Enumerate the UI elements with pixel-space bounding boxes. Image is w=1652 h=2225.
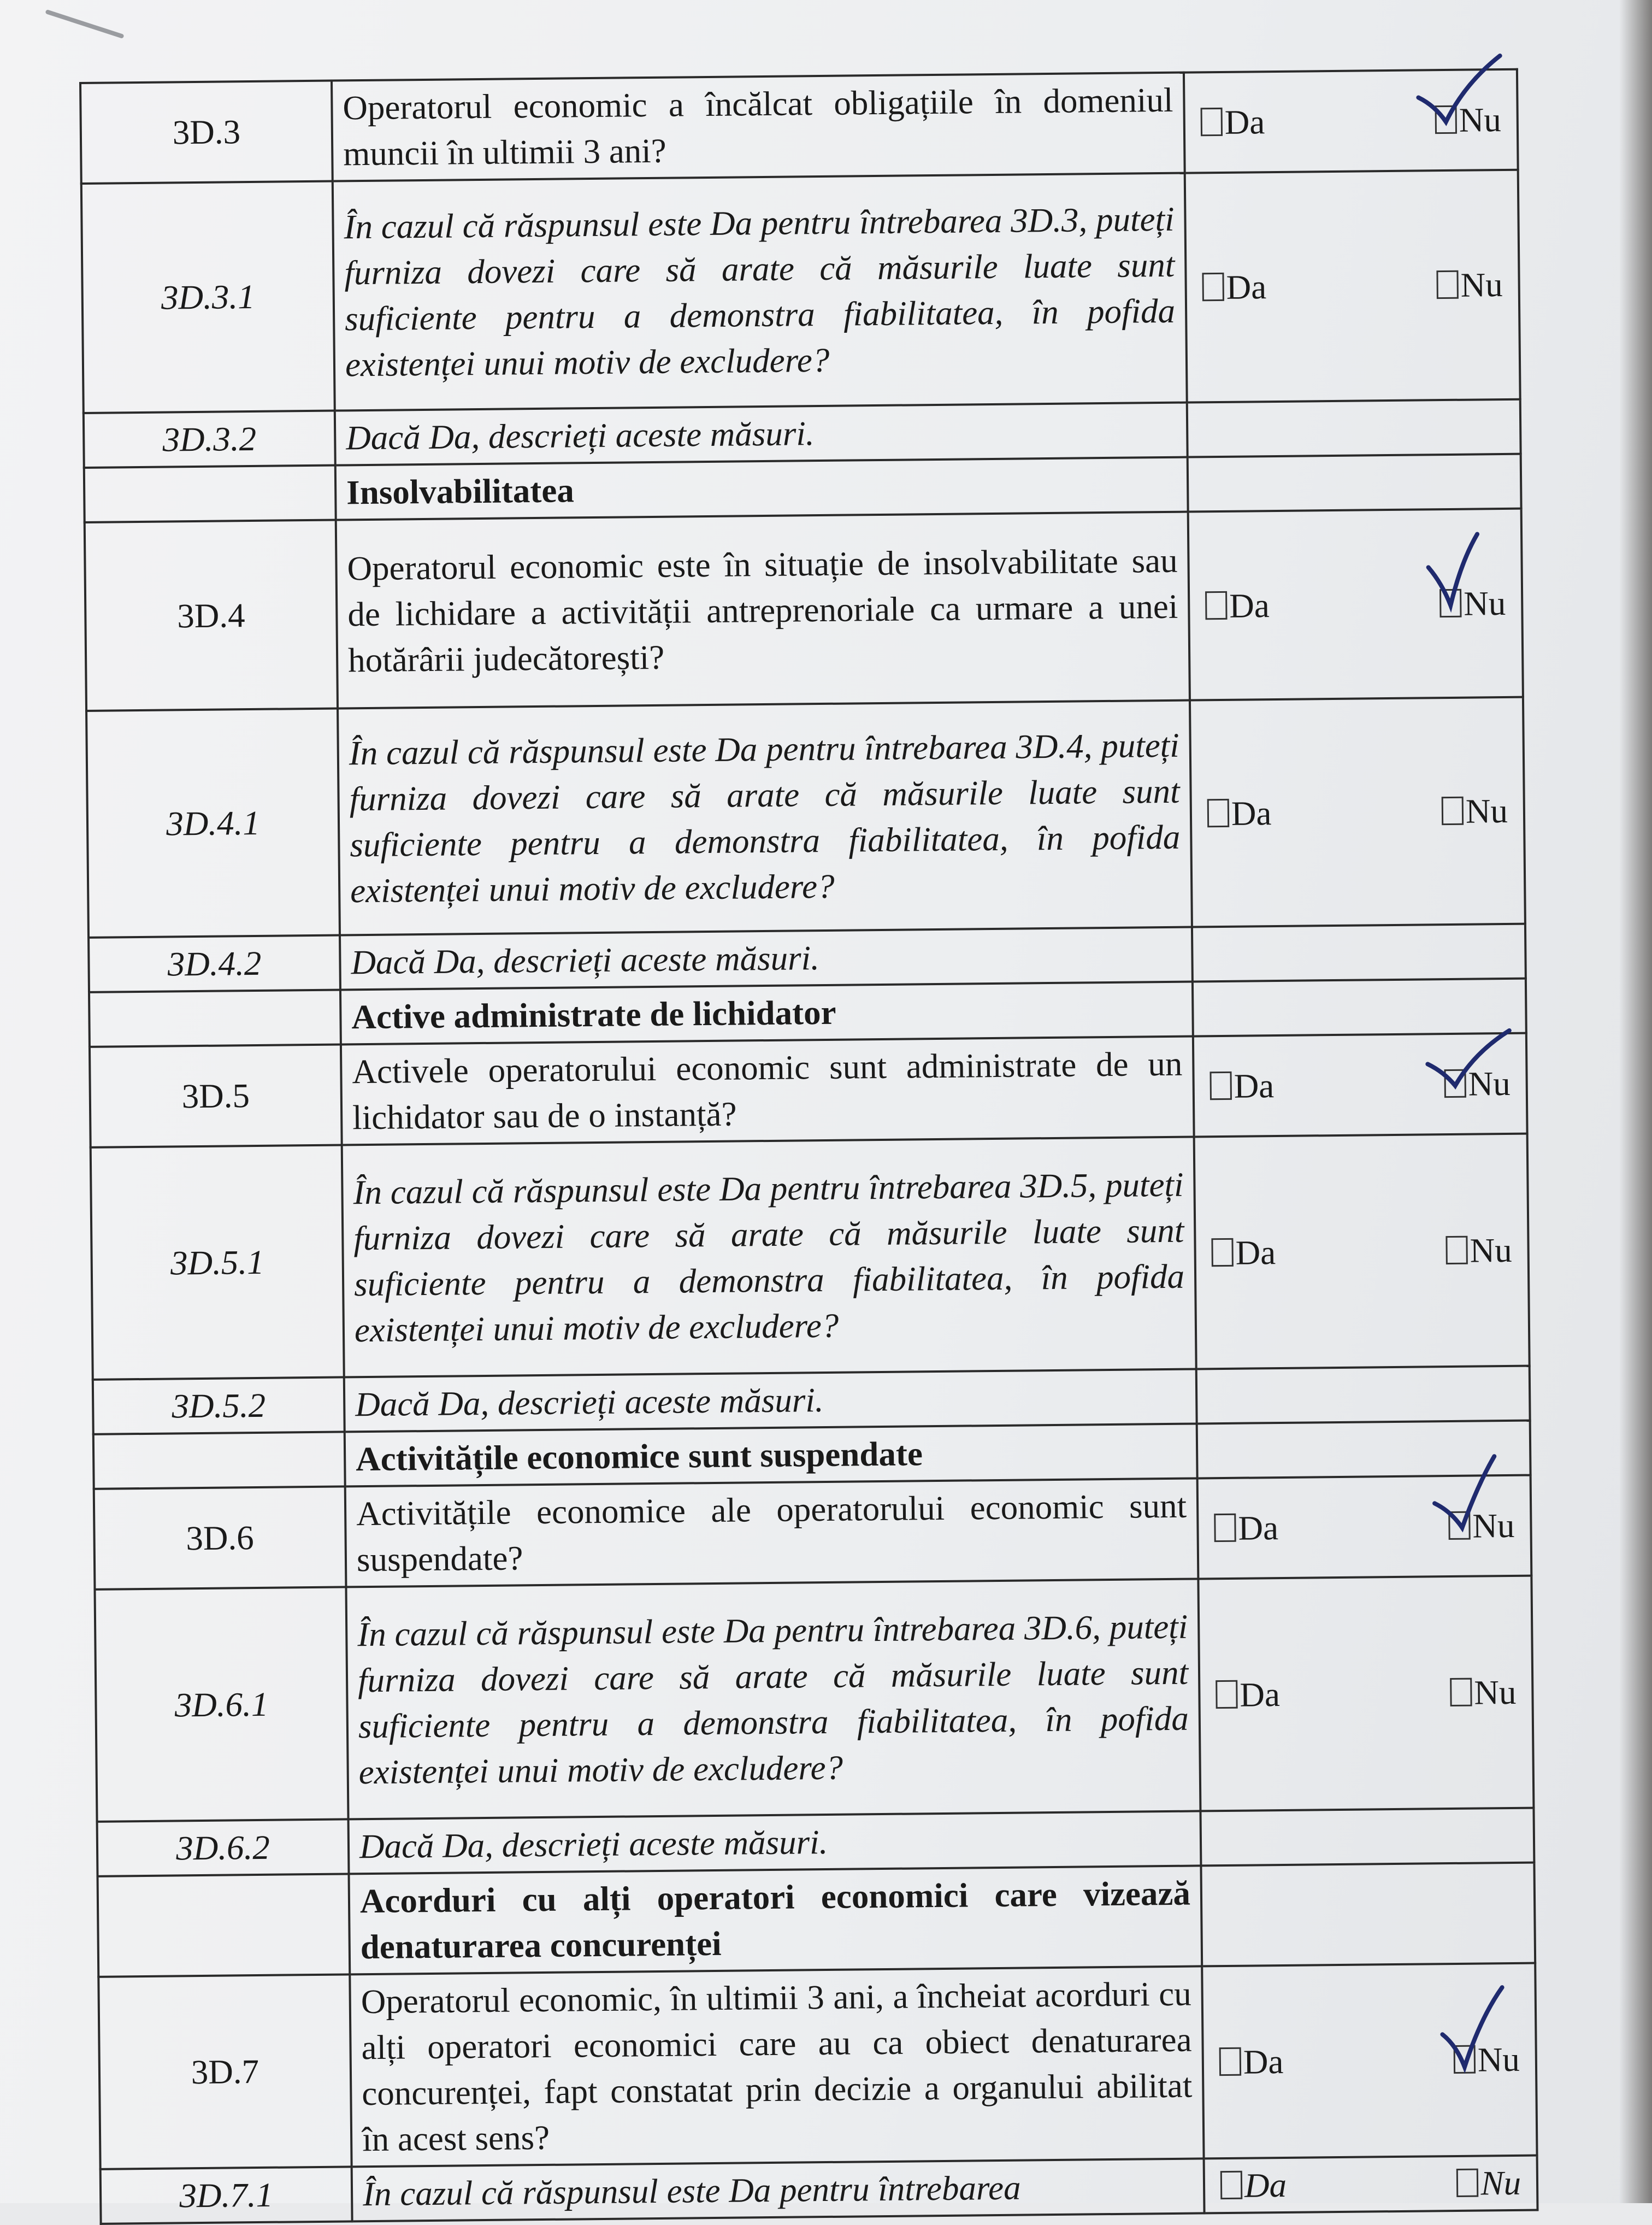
- answer-cell: [1201, 1863, 1535, 1967]
- table-row: [81, 170, 1520, 413]
- row-code: 3D.5: [90, 1044, 342, 1147]
- table-row: [90, 1033, 1527, 1147]
- row-code: 3D.5.2: [93, 1377, 345, 1434]
- checkbox-da[interactable]: [1210, 1072, 1231, 1100]
- answer-cell: [1193, 979, 1526, 1037]
- table-row: [86, 697, 1525, 938]
- answer-cell: [1202, 1963, 1537, 2159]
- question-text: Activele operatorului economic sunt administrate de un lichidator sau de o instanță?: [341, 1037, 1194, 1145]
- answer-cell: [1198, 1576, 1533, 1811]
- row-code: 3D.7.1: [101, 2167, 352, 2223]
- option-da[interactable]: Da: [1216, 1671, 1280, 1718]
- checkbox-da[interactable]: [1219, 2047, 1241, 2076]
- answer-cell: [1184, 69, 1518, 173]
- row-code: 3D.4.1: [86, 709, 340, 938]
- row-code: 3D.6.2: [97, 1819, 349, 1876]
- option-nu[interactable]: Nu: [1436, 262, 1503, 308]
- question-text: În cazul că răspunsul este Da pentru întrebarea 3D.5, puteți furniza dovezi care să arate că măsurile luate sunt suficiente pentru a demonstra fiabilitatea, în pofida existenței unui motiv de excludere?: [342, 1137, 1196, 1378]
- question-text: Operatorul economic, în ultimii 3 ani, a încheiat acorduri cu alți operatori economici care au ca obiect denaturarea concurenței, fapt constatat prin decizie a organului abilitat în acest sens?: [350, 1966, 1203, 2167]
- checkbox-da[interactable]: [1201, 108, 1223, 136]
- option-nu[interactable]: Nu: [1435, 97, 1501, 143]
- form-table: [79, 68, 1539, 2225]
- answer-cell: [1192, 924, 1526, 982]
- option-da[interactable]: Da: [1202, 264, 1266, 310]
- option-da[interactable]: Da: [1220, 2162, 1287, 2209]
- answer-cell: [1185, 170, 1520, 403]
- checkbox-da[interactable]: [1207, 798, 1229, 827]
- option-da[interactable]: Da: [1210, 1063, 1274, 1109]
- checkbox-nu[interactable]: [1439, 588, 1461, 617]
- option-nu[interactable]: Nu: [1444, 1061, 1511, 1107]
- question-text: Activitățile economice ale operatorului economic sunt suspendate?: [345, 1478, 1199, 1587]
- checkbox-da[interactable]: [1214, 1514, 1236, 1542]
- page-edge-shadow: [1619, 0, 1652, 2203]
- option-nu[interactable]: Nu: [1453, 2036, 1520, 2083]
- answer-cell: [1193, 1033, 1527, 1137]
- answer-cell: [1190, 697, 1525, 927]
- option-nu[interactable]: Nu: [1456, 2160, 1521, 2206]
- question-text: În cazul că răspunsul este Da pentru întrebarea 3D.4, puteți furniza dovezi care să arate că măsurile luate sunt suficiente pentru a demonstra fiabilitatea, în pofida existenței unui motiv de excludere?: [338, 701, 1192, 935]
- row-code: 3D.3.2: [84, 411, 335, 468]
- question-text: În cazul că răspunsul este Da pentru întrebarea: [352, 2158, 1205, 2221]
- answer-cell: [1188, 509, 1523, 701]
- option-da[interactable]: Da: [1205, 582, 1270, 629]
- table-row: [80, 69, 1518, 184]
- row-code: [84, 466, 336, 522]
- option-da[interactable]: Da: [1200, 99, 1265, 145]
- question-text: În cazul că răspunsul este Da pentru întrebarea 3D.6, puteți furniza dovezi care să arate că măsurile luate sunt suficiente pentru a demonstra fiabilitatea, în pofida existenței unui motiv de excludere?: [346, 1579, 1200, 1819]
- question-text: Operatorul economic este în situație de insolvabilitate sau de lichidare a activității antreprenoriale ca urmare a unei hotărârii judecătorești?: [336, 512, 1190, 709]
- section-title: Acorduri cu alți operatori economici care vizează denaturarea concurenței: [349, 1865, 1202, 1974]
- row-code: 3D.4.2: [88, 935, 340, 992]
- row-code: [89, 990, 341, 1046]
- table-row: [95, 1576, 1533, 1822]
- checkbox-nu[interactable]: [1450, 1677, 1472, 1706]
- checkbox-nu[interactable]: [1442, 796, 1464, 825]
- table-row: [91, 1134, 1530, 1380]
- checkbox-da[interactable]: [1202, 273, 1224, 301]
- option-nu[interactable]: Nu: [1450, 1669, 1517, 1715]
- section-title: Insolvabilitatea: [335, 457, 1188, 520]
- option-nu[interactable]: Nu: [1442, 787, 1508, 834]
- row-code: 3D.3.1: [81, 181, 335, 413]
- answer-cell: [1187, 399, 1521, 457]
- row-code: [98, 1874, 350, 1976]
- checkbox-nu[interactable]: [1444, 1069, 1466, 1098]
- table-row: [94, 1475, 1532, 1590]
- question-text: Operatorul economic a încălcat obligațiile în domeniul muncii în ultimii 3 ani?: [332, 73, 1185, 181]
- option-da[interactable]: Da: [1211, 1229, 1276, 1276]
- answer-cell: [1196, 1366, 1530, 1424]
- checkbox-da[interactable]: [1216, 1680, 1237, 1708]
- table-row: [85, 509, 1523, 711]
- option-da[interactable]: Da: [1219, 2039, 1283, 2085]
- answer-cell: [1197, 1421, 1531, 1479]
- option-da[interactable]: Da: [1207, 790, 1272, 837]
- staple: [45, 9, 124, 39]
- checkbox-da[interactable]: [1211, 1238, 1233, 1266]
- table-row: [98, 1963, 1537, 2169]
- row-code: [93, 1432, 345, 1488]
- checkbox-nu[interactable]: [1454, 2045, 1476, 2074]
- option-nu[interactable]: Nu: [1448, 1503, 1515, 1549]
- row-code: 3D.3: [80, 81, 333, 184]
- checkbox-nu[interactable]: [1456, 2169, 1478, 2197]
- row-code: 3D.7: [98, 1974, 351, 2169]
- answer-cell: [1188, 454, 1521, 512]
- question-text: Dacă Da, descrieți aceste măsuri.: [344, 1369, 1197, 1432]
- question-text: Dacă Da, descrieți aceste măsuri.: [335, 403, 1188, 466]
- answer-cell: [1197, 1475, 1532, 1579]
- answer-cell: [1194, 1134, 1530, 1369]
- checkbox-da[interactable]: [1220, 2171, 1242, 2199]
- option-nu[interactable]: Nu: [1439, 580, 1506, 626]
- section-title: Activitățile economice sunt suspendate: [345, 1423, 1197, 1486]
- section-header-row: [98, 1863, 1536, 1977]
- row-code: 3D.6.1: [95, 1587, 348, 1821]
- question-text: În cazul că răspunsul este Da pentru întrebarea 3D.3, puteți furniza dovezi care să arate că măsurile luate sunt suficiente pentru a demonstra fiabilitatea, în pofida existenței unui motiv de excludere?: [333, 173, 1187, 411]
- question-text: Dacă Da, descrieți aceste măsuri.: [349, 1811, 1201, 1874]
- option-nu[interactable]: Nu: [1446, 1227, 1512, 1273]
- row-code: 3D.4: [85, 520, 338, 711]
- row-code: 3D.6: [94, 1486, 346, 1589]
- row-code: 3D.5.1: [91, 1145, 344, 1379]
- question-text: Dacă Da, descrieți aceste măsuri.: [340, 927, 1193, 990]
- answer-cell: [1200, 1808, 1534, 1866]
- checkbox-nu[interactable]: [1435, 105, 1457, 134]
- checkbox-nu[interactable]: [1448, 1511, 1470, 1540]
- checkbox-da[interactable]: [1205, 591, 1227, 619]
- checkbox-nu[interactable]: [1446, 1235, 1467, 1264]
- answer-cell: [1204, 2156, 1538, 2214]
- checkbox-nu[interactable]: [1436, 270, 1458, 299]
- section-title: Active administrate de lichidator: [340, 982, 1193, 1045]
- option-da[interactable]: Da: [1214, 1505, 1278, 1551]
